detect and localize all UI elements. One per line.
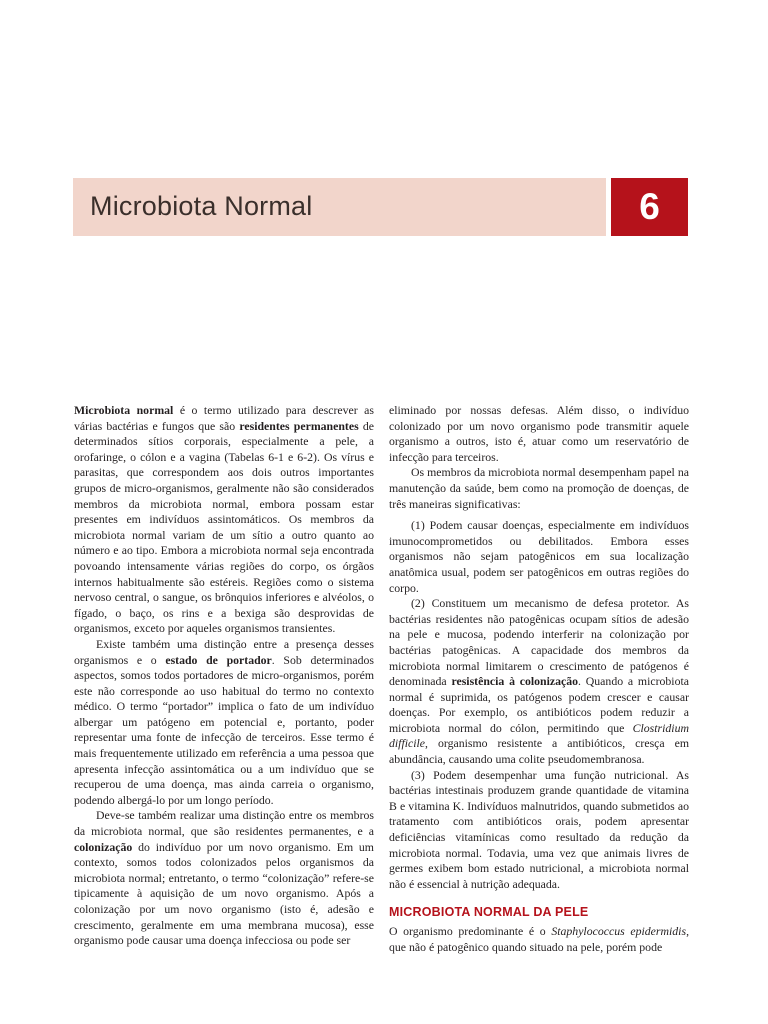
term-residentes-permanentes: residentes permanentes xyxy=(239,418,359,433)
paragraph-colonizacao: Deve-se também realizar uma distinção entre os membros da microbiota normal, que são residentes permanentes, e a colonização do indivíduo por um novo organismo. Em um contexto, somos todos colonizados pelos organismos da microbiota normal; entretanto, o termo “colonização” refere-se tipicamente à aquisição de um novo organismo. Após a colonização por um novo organismo (isto é, adesão e crescimento, geralmente em uma membrana mucosa), esse organismo pode causar uma doença infecciosa ou pode ser xyxy=(74,808,374,948)
chapter-number: 6 xyxy=(639,186,660,227)
right-column xyxy=(389,403,689,956)
species-staphylococcus-epidermidis: Staphylococcus epidermidis xyxy=(551,924,687,939)
paragraph-continuation: eliminado por nossas defesas. Além disso, o indivíduo colonizado por um novo organismo pode transmitir aquele organismo a outros, isto é, atuar como um reservatório de infecção para terceiros. xyxy=(389,403,689,464)
chapter-number-box xyxy=(611,178,688,236)
list-item-3: (3) Podem desempenhar uma função nutricional. As bactérias intestinais produzem grande quantidade de vitamina B e vitamina K. Indivíduos malnutridos, quando submetidos ao tratamento com antibióticos orais, podem apresentar deficiências vitamínicas como resultado da redução da microbiota normal. Todavia, uma vez que animais livres de germes exibem bom estado nutricional, a microbiota normal não é essencial à nutrição adequada. xyxy=(389,767,689,891)
term-microbiota-normal: Microbiota normal xyxy=(74,403,174,417)
paragraph-pele: O organismo predominante é o Staphylococcus epidermidis, que não é patogênico quando situado na pele, porém pode xyxy=(389,924,690,954)
paragraph-intro: Microbiota normal é o termo utilizado para descrever as várias bactérias e fungos que são residentes permanentes de determinados sítios corporais, especialmente a pele, a orofaringe, o cólon e a vagina (Tabelas 6-1 e 6-2). Os vírus e parasitas, que correspondem aos dois outros importantes grupos de micro-organismos, geralmente não são considerados membros da microbiota normal, embora possam estar presentes em indivíduos assintomáticos. Os membros da microbiota normal variam de um sítio a outro quanto ao número e ao tipo. Embora a microbiota normal seja encontrada povoando intensamente várias regiões do corpo, os órgãos internos habitualmente são estéreis. Regiões como o sistema nervoso central, o sangue, os brônquios inferiores e alvéolos, o fígado, o baço, os rins e a bexiga são desprovidas de organismos, exceto por aqueles organismos transientes. xyxy=(74,403,375,636)
left-column xyxy=(74,403,374,949)
term-resistencia-colonizacao: resistência à colonização xyxy=(451,674,579,689)
term-estado-de-portador: estado de portador xyxy=(165,652,272,667)
chapter-header-band xyxy=(73,178,606,236)
paragraph-portador: Existe também uma distinção entre a presença desses organismos e o estado de portador. Sob determinados aspectos, somos todos portadores de micro-organismos, porém este não corresponde ao uso habitual do termo no contexto médico. O termo “portador” implica o fato de um indivíduo albergar um patógeno em potencial e, portanto, poder representar uma fonte de infecção de terceiros. Esse termo é mais frequentemente utilizado em referência a uma pessoa que apresenta infecção assintomática ou a um indivíduo que se recuperou de uma doença, mas ainda carreia o organismo, podendo albergá-lo por um longo período. xyxy=(74,636,374,807)
species-clostridium-difficile: Clostridium difficile xyxy=(389,720,689,751)
list-item-2: (2) Constituem um mecanismo de defesa protetor. As bactérias residentes não patogênicas ocupam sítios de adesão na pele e mucosa, podendo interferir na colonização por bactérias patogênicas. A capacidade dos membros da microbiota normal limitarem o crescimento de patógenos é denominada resistência à colonização. Quando a microbiota normal é suprimida, os patógenos podem crescer e causar doenças. Por exemplo, os antibióticos podem reduzir a microbiota normal do cólon, permitindo que Clostridium difficile, organismo resistente a antibióticos, cresça em abundância, causando uma colite pseudomembranosa. xyxy=(389,596,689,767)
chapter-title: Microbiota Normal xyxy=(90,191,313,221)
section-heading-pele: MICROBIOTA NORMAL DA PELE xyxy=(389,905,589,920)
term-colonizacao: colonização xyxy=(74,839,133,854)
paragraph-three-ways: Os membros da microbiota normal desempenham papel na manutenção da saúde, bem como na promoção de doenças, de três maneiras significativas: xyxy=(389,465,689,511)
list-item-1: (1) Podem causar doenças, especialmente em indivíduos imunocomprometidos ou debilitados. Embora esses organismos não sejam patogênicos em sua localização anatômica usual, podem ser patogênicos em outras regiões do corpo. xyxy=(389,518,689,595)
